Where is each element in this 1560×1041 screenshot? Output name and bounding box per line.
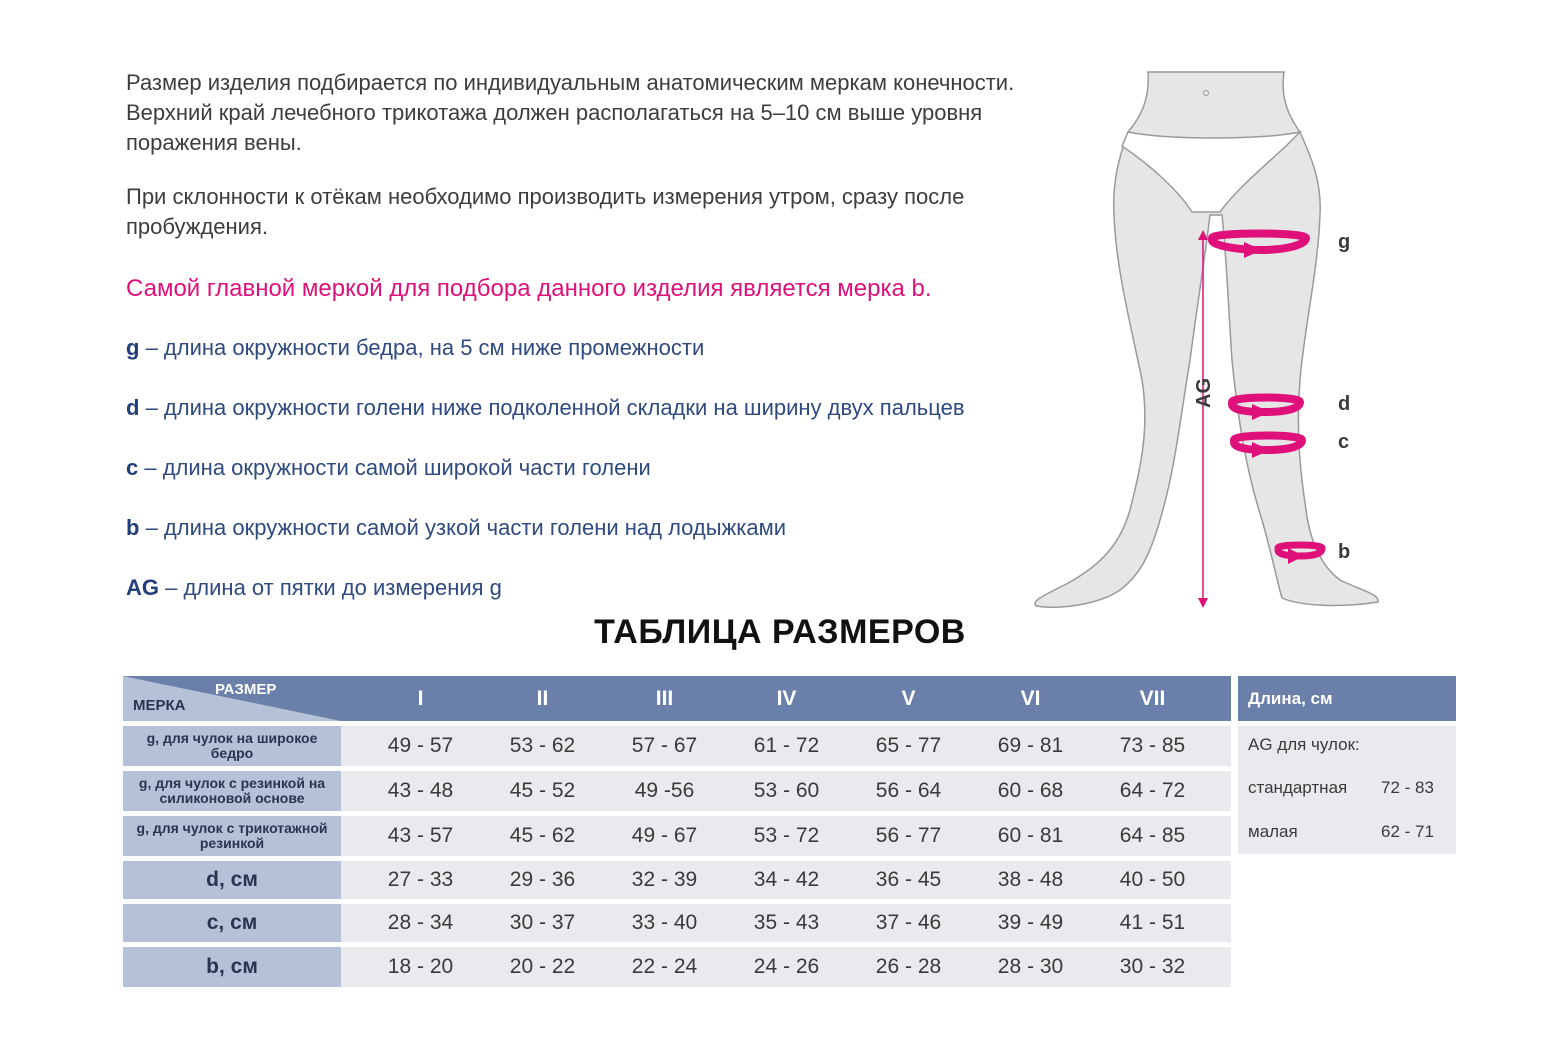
intro-paragraph-2: При склонности к отёкам необходимо производить измерения утром, сразу после пробуждения. [126, 184, 965, 239]
table-cell: 43 - 57 [387, 824, 454, 847]
table-cell: 40 - 50 [1119, 868, 1186, 891]
main-measure-note: Самой главной меркой для подбора данного изделия является мерка b. [126, 275, 932, 302]
length-table-header: Длина, см [1238, 676, 1456, 721]
definition-c [126, 454, 651, 482]
table-cell: 36 - 45 [875, 868, 942, 891]
table-cell: 60 - 81 [997, 824, 1064, 847]
table-cell: 28 - 30 [997, 955, 1064, 978]
table-cell: 20 - 22 [509, 955, 576, 978]
length-row-name: малая [1248, 822, 1298, 841]
table-cell: 64 - 72 [1119, 779, 1186, 802]
definition-text: – длина окружности самой узкой части голени над лодыжками [145, 515, 787, 540]
table-cell: 27 - 33 [387, 868, 454, 891]
intro-paragraph-1: Размер изделия подбирается по индивидуальным анатомическим меркам конечности. Верхний край лечебного трикотажа должен располагаться на 5–10 см выше уровня поражения вены. [126, 70, 1015, 155]
row-label: d, см [123, 861, 341, 899]
g-label: g [1338, 231, 1351, 253]
table-cell: 60 - 68 [997, 779, 1064, 802]
ag-label: AG [1193, 378, 1215, 408]
length-table-ag-label: AG для чулок: [1248, 735, 1360, 754]
table-cell: 28 - 34 [387, 911, 454, 934]
size-header-cell: VI [1020, 686, 1041, 710]
table-cell: 33 - 40 [631, 911, 698, 934]
table-cell: 38 - 48 [997, 868, 1064, 891]
definition-g [126, 334, 704, 362]
table-cell: 65 - 77 [875, 734, 942, 757]
table-cell: 34 - 42 [753, 868, 820, 891]
table-cell: 24 - 26 [753, 955, 820, 978]
definition-key: AG [126, 575, 159, 600]
table-cell: 37 - 46 [875, 911, 942, 934]
definition-key: c [126, 455, 139, 480]
definition-text: – длина окружности бедра, на 5 см ниже промежности [145, 335, 705, 360]
size-header-cell: III [655, 686, 674, 710]
length-table-body [1238, 726, 1456, 854]
table-cell: 57 - 67 [631, 734, 698, 757]
leg-measurement-figure [1020, 60, 1440, 620]
table-cell: 61 - 72 [753, 734, 820, 757]
length-row-name: стандартная [1248, 778, 1348, 797]
table-cell: 53 - 62 [509, 734, 576, 757]
table-cell: 30 - 32 [1119, 955, 1186, 978]
c-label: c [1338, 431, 1350, 453]
definition-key: d [126, 395, 140, 420]
table-cell: 56 - 77 [875, 824, 942, 847]
definition-d [126, 394, 965, 422]
size-header-cell: VII [1139, 686, 1166, 710]
table-cell: 32 - 39 [631, 868, 698, 891]
table-cell: 22 - 24 [631, 955, 698, 978]
table-cell: 29 - 36 [509, 868, 576, 891]
table-cell: 64 - 85 [1119, 824, 1186, 847]
corner-size-label: РАЗМЕР [215, 681, 277, 698]
definition-key: g [126, 335, 140, 360]
size-header-cell: II [536, 686, 549, 710]
table-cell: 43 - 48 [387, 779, 454, 802]
table-cell: 39 - 49 [997, 911, 1064, 934]
table-cell: 45 - 62 [509, 824, 576, 847]
table-cell: 49 - 67 [631, 824, 698, 847]
table-cell: 30 - 37 [509, 911, 576, 934]
table-cell: 73 - 85 [1119, 734, 1186, 757]
row-label: b, см [123, 947, 341, 987]
table-corner-header [123, 676, 341, 721]
definition-b [126, 514, 786, 542]
definition-text: – длина окружности самой широкой части голени [144, 455, 651, 480]
row-label: g, для чулок на широкое бедро [123, 726, 341, 766]
corner-measure-label: МЕРКА [133, 697, 186, 714]
table-cell: 35 - 43 [753, 911, 820, 934]
table-cell: 56 - 64 [875, 779, 942, 802]
size-header-cell: IV [776, 686, 797, 710]
row-label: c, см [123, 904, 341, 942]
definition-ag [126, 574, 502, 602]
table-cell: 69 - 81 [997, 734, 1064, 757]
row-label: g, для чулок с резинкой на силиконовой основе [123, 771, 341, 811]
b-label: b [1338, 541, 1351, 563]
table-cell: 49 - 57 [387, 734, 454, 757]
table-cell: 53 - 60 [753, 779, 820, 802]
size-header-cell: V [901, 686, 916, 710]
definition-key: b [126, 515, 140, 540]
row-label: g, для чулок с трикотажной резинкой [123, 816, 341, 856]
table-cell: 49 -56 [634, 779, 695, 802]
d-label: d [1338, 393, 1351, 415]
ag-arrow-bottom [1198, 598, 1208, 608]
length-row-value: 62 - 71 [1381, 822, 1434, 841]
table-cell: 41 - 51 [1119, 911, 1186, 934]
definition-text: – длина окружности голени ниже подколенной складки на ширину двух пальцев [145, 395, 965, 420]
table-cell: 45 - 52 [509, 779, 576, 802]
size-header-cell: I [417, 686, 424, 710]
length-row-value: 72 - 83 [1381, 778, 1434, 797]
table-cell: 53 - 72 [753, 824, 820, 847]
table-cell: 26 - 28 [875, 955, 942, 978]
table-cell: 18 - 20 [387, 955, 454, 978]
table-title: ТАБЛИЦА РАЗМЕРОВ [594, 613, 966, 651]
definition-text: – длина от пятки до измерения g [165, 575, 502, 600]
